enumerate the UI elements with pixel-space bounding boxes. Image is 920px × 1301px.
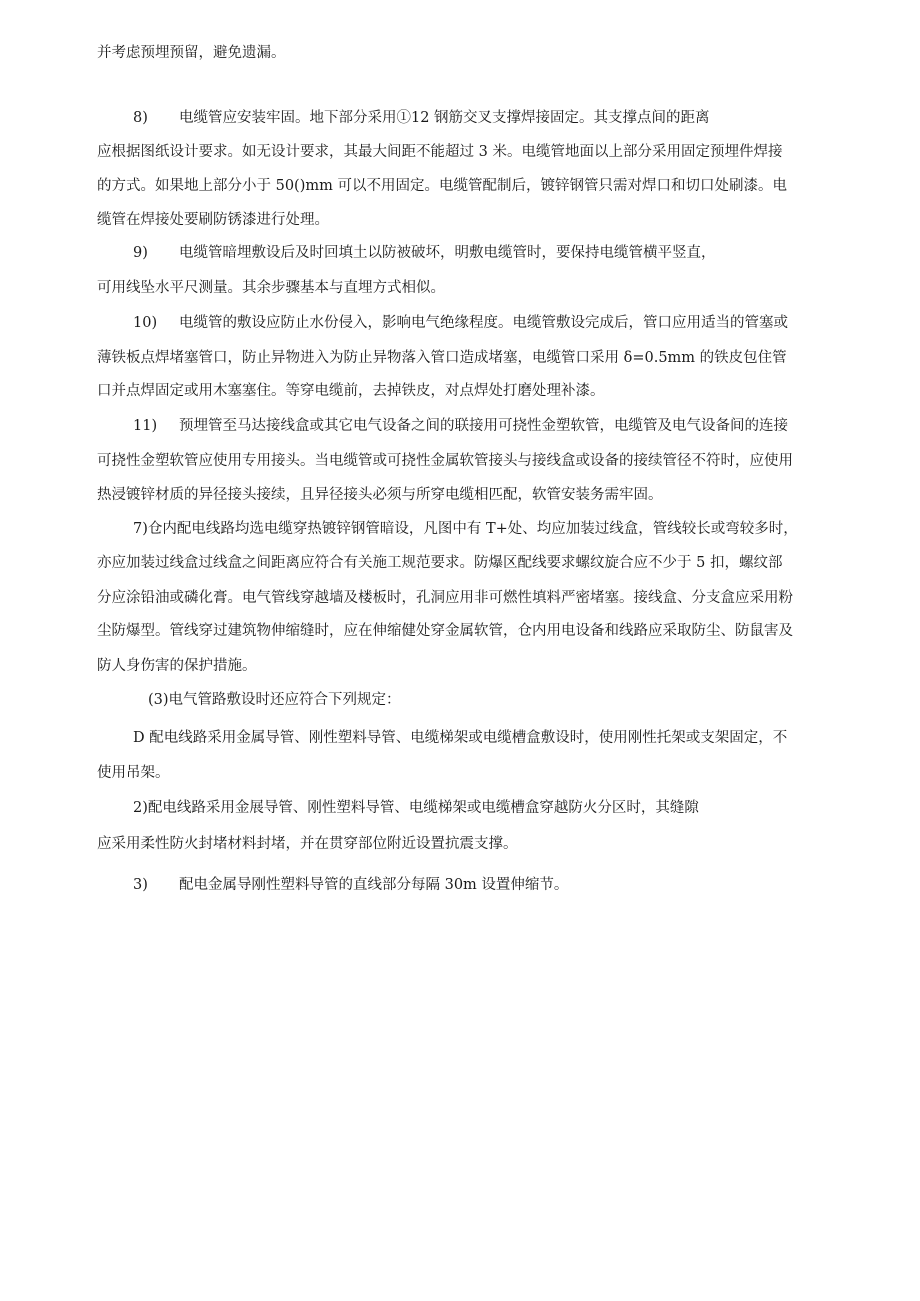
- text-line: 分应涂铅油或磷化膏。电气管线穿越墙及楼板时，孔洞应用非可燃性填料严密堵塞。接线盒、分支盒应采用粉: [97, 590, 793, 606]
- text-line: 并考虑预埋预留，避免遗漏。: [97, 45, 286, 61]
- text-line: 7)仓内配电线路均选电缆穿热镀锌钢管暗设，凡图中有 T+处、均应加装过线盒，管线较长或弯较多时，: [133, 521, 798, 537]
- section-heading: (3)电气管路敷设时还应符合下列规定：: [148, 692, 401, 708]
- text-line: 尘防爆型。管线穿过建筑物伸缩缝时，应在伸缩健处穿金属软管，仓内用电设备和线路应采取防尘、防鼠害及: [97, 623, 793, 639]
- text-line: D 配电线路采用金属导管、刚性塑料导管、电缆梯架或电缆槽盒敷设时，使用刚性托架或支架固定，不: [133, 730, 788, 746]
- text-line: 的方式。如果地上部分小于 50()mm 可以不用固定。电缆管配制后，镀锌钢管只需对焊口和切口处刷漆。电: [97, 178, 787, 194]
- text-line: 应采用柔性防火封堵材料封堵，并在贯穿部位附近设置抗震支撑。: [97, 836, 518, 852]
- text-line: 可用线坠水平尺测量。其余步骤基本与直埋方式相似。: [97, 280, 445, 296]
- text-line: 电缆管暗埋敷设后及时回填土以防被破坏，明敷电缆管时，要保持电缆管横平竖直，: [179, 245, 716, 261]
- text-line: 配电金属导刚性塑料导管的直线部分每隔 30m 设置伸缩节。: [179, 877, 569, 893]
- text-line: 缆管在焊接处要刷防锈漆进行处理。: [97, 212, 329, 228]
- text-line: 亦应加装过线盒过线盒之间距离应符合有关施工规范要求。防爆区配线要求螺纹旋合应不少于 5 扣，螺纹部: [97, 555, 783, 571]
- text-line: 预埋管至马达接线盒或其它电气设备之间的联接用可挠性金塑软管，电缆管及电气设备间的连接: [179, 418, 788, 434]
- text-line: 口并点焊固定或用木塞塞住。等穿电缆前，去掉铁皮，对点焊处打磨处理补漆。: [97, 383, 605, 399]
- text-line: 2)配电线路采用金展导管、刚性塑料导管、电缆梯架或电缆槽盒穿越防火分区时，其缝隙: [133, 800, 699, 816]
- text-line: 防人身伤害的保护措施。: [97, 658, 257, 674]
- text-line: 薄铁板点焊堵塞管口，防止异物进入为防止异物落入管口造成堵塞，电缆管口采用 δ=0.5mm 的铁皮包住管: [97, 350, 787, 366]
- text-line: 使用吊架。: [97, 765, 170, 781]
- item-number: 11): [133, 418, 158, 434]
- item-number: 8): [133, 110, 148, 126]
- text-line: 电缆管应安装牢固。地下部分采用①12 钢筋交叉支撑焊接固定。其支撑点间的距离: [179, 110, 710, 126]
- text-line: 应根据图纸设计要求。如无设计要求，其最大间距不能超过 3 米。电缆管地面以上部分采用固定预埋件焊接: [97, 144, 783, 160]
- item-number: 3): [133, 877, 148, 893]
- item-number: 10): [133, 315, 158, 331]
- item-number: 9): [133, 245, 148, 261]
- text-line: 可挠性金塑软管应使用专用接头。当电缆管或可挠性金属软管接头与接线盒或设备的接续管径不符时，应使用: [97, 453, 793, 469]
- text-line: 热浸镀锌材质的异径接头接续，且异径接头必须与所穿电缆相匹配，软管安装务需牢固。: [97, 487, 663, 503]
- text-line: 电缆管的敷设应防止水份侵入，影响电气绝缘程度。电缆管敷设完成后，管口应用适当的管塞或: [179, 315, 788, 331]
